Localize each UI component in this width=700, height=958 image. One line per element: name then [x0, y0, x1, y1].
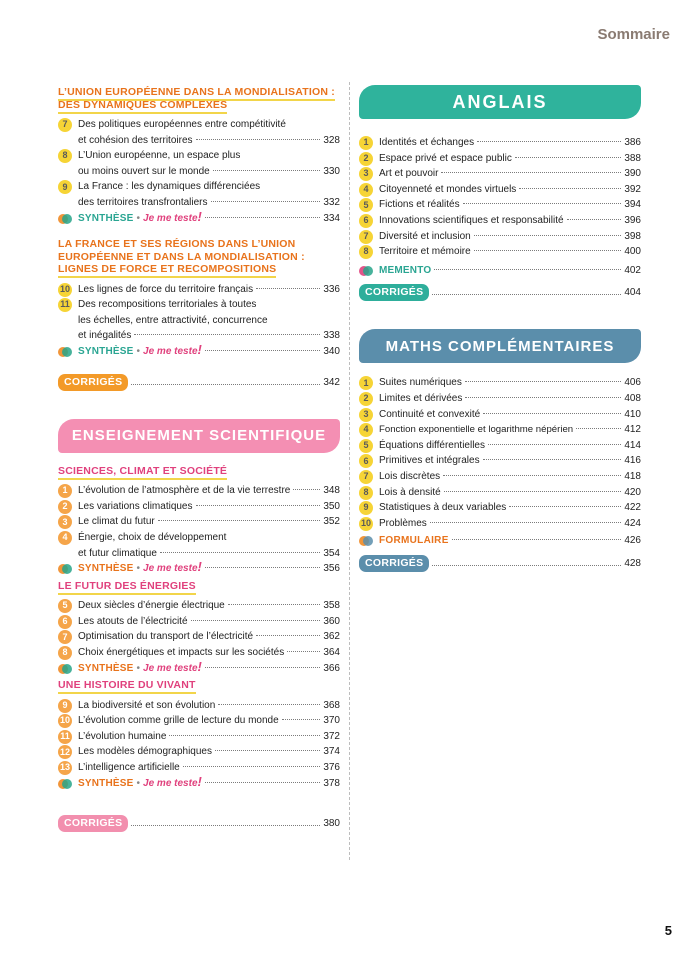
chapter-number-badge: 9 [58, 699, 72, 713]
section-band-anglais: ANGLAIS [359, 85, 641, 119]
chapter-number-badge: 2 [58, 500, 72, 514]
toc-list [58, 117, 340, 226]
section-title-ue: L’UNION EUROPÉENNE DANS LA MONDIALISATION : DES DYNAMIQUES COMPLEXES [58, 86, 340, 111]
corriges-entry[interactable] [359, 284, 641, 301]
chapter-number-badge: 3 [359, 408, 373, 422]
corriges-entry[interactable] [58, 815, 340, 832]
chapter-number-badge: 8 [58, 646, 72, 660]
toc-entry[interactable]: 9 La France : les dynamiques différenciées des territoires transfrontaliers 332 [58, 179, 340, 210]
toc-entry[interactable]: 10 Les lignes de force du territoire français 336 [58, 282, 340, 298]
chapter-number-badge: 2 [359, 152, 373, 166]
left-column [58, 86, 340, 832]
toc-list [359, 375, 641, 549]
column-divider [349, 82, 350, 860]
page-ref: 388 [624, 152, 641, 164]
chapter-number-badge: 10 [58, 283, 72, 297]
page-ref: 368 [323, 699, 340, 711]
chapter-number-badge: 9 [58, 180, 72, 194]
page-ref: 422 [624, 502, 641, 514]
toc-entry[interactable]: 9 Statistiques à deux variables 422 [359, 500, 641, 516]
toc-entry[interactable]: 5 Fictions et réalités 394 [359, 197, 641, 213]
page-ref: 374 [323, 746, 340, 758]
toc-entry[interactable]: 9 La biodiversité et son évolution 368 [58, 698, 340, 714]
page-ref: 402 [624, 264, 641, 276]
page-ref: 356 [323, 563, 340, 575]
chapter-number-badge: 6 [58, 615, 72, 629]
section-band-enseignement-scientifique: ENSEIGNEMENT SCIENTIFIQUE [58, 419, 340, 453]
toc-entry[interactable]: 12 Les modèles démographiques 374 [58, 744, 340, 760]
chapter-number-badge: 4 [359, 183, 373, 197]
chapter-number-badge: 5 [58, 599, 72, 613]
chapter-number-badge: 9 [359, 501, 373, 515]
chapter-number-badge: 6 [359, 454, 373, 468]
page-ref: 350 [323, 500, 340, 512]
toc-entry[interactable]: 5 Équations différentielles 414 [359, 438, 641, 454]
chapter-number-badge: 7 [58, 118, 72, 132]
formulaire-icon [359, 534, 373, 548]
page-ref: 366 [323, 662, 340, 674]
toc-entry[interactable]: 8 Territoire et mémoire 400 [359, 244, 641, 260]
chapter-number-badge: 3 [58, 515, 72, 529]
chapter-number-badge: 7 [58, 630, 72, 644]
page-ref: 360 [323, 615, 340, 627]
chapter-number-badge: 8 [359, 245, 373, 259]
page-ref: 400 [624, 246, 641, 258]
memento-icon [359, 264, 373, 278]
chapter-number-badge: 6 [359, 214, 373, 228]
page-ref: 376 [323, 762, 340, 774]
toc-list [359, 135, 641, 278]
synthese-entry[interactable]: SYNTHÈSE • Je me teste! 356 [58, 561, 340, 577]
chapter-number-badge: 13 [58, 761, 72, 775]
toc-list [58, 698, 340, 792]
toc-entry[interactable]: 11 Des recompositions territoriales à toutes les échelles, entre attractivité, concurrence et inégalités 338 [58, 297, 340, 344]
synthese-icon [58, 662, 72, 676]
chapter-number-badge: 12 [58, 745, 72, 759]
toc-entry[interactable]: 3 Art et pouvoir 390 [359, 166, 641, 182]
chapter-number-badge: 2 [359, 392, 373, 406]
toc-entry[interactable]: 7 Optimisation du transport de l’électricité 362 [58, 629, 340, 645]
toc-list [58, 282, 340, 360]
page-ref: 352 [323, 516, 340, 528]
toc-entry[interactable]: 7 Des politiques européennes entre compétitivité et cohésion des territoires 328 [58, 117, 340, 148]
corriges-pill: CORRIGÉS [58, 374, 128, 391]
chapter-number-badge: 4 [359, 423, 373, 437]
toc-entry[interactable]: 4 Fonction exponentielle et logarithme népérien 412 [359, 422, 641, 438]
page-ref: 372 [323, 730, 340, 742]
chapter-number-badge: 11 [58, 298, 72, 312]
toc-entry[interactable]: 6 Innovations scientifiques et responsabilité 396 [359, 213, 641, 229]
chapter-number-badge: 5 [359, 439, 373, 453]
page-ref: 338 [323, 330, 340, 342]
toc-entry[interactable]: 6 Les atouts de l’électricité 360 [58, 614, 340, 630]
toc-list [58, 598, 340, 676]
toc-entry[interactable]: 6 Primitives et intégrales 416 [359, 453, 641, 469]
toc-entry[interactable]: 8 Lois à densité 420 [359, 485, 641, 501]
section-title-climat: SCIENCES, CLIMAT ET SOCIÉTÉ [58, 465, 340, 478]
page-ref: 412 [624, 424, 641, 436]
corriges-entry[interactable] [58, 374, 340, 391]
corriges-entry[interactable] [359, 555, 641, 572]
synthese-entry[interactable]: SYNTHÈSE • Je me teste! 340 [58, 344, 340, 360]
toc-entry[interactable]: 8 L’Union européenne, un espace plus ou moins ouvert sur le monde 330 [58, 148, 340, 179]
page-ref: 378 [323, 777, 340, 789]
page-ref: 424 [624, 517, 641, 529]
page-ref: 354 [323, 547, 340, 559]
section-band-maths: MATHS COMPLÉMENTAIRES [359, 329, 641, 363]
chapter-number-badge: 7 [359, 230, 373, 244]
chapter-number-badge: 10 [359, 517, 373, 531]
toc-entry[interactable]: 3 Le climat du futur 352 [58, 514, 340, 530]
page-ref: 418 [624, 470, 641, 482]
toc-entry[interactable]: 10 Problèmes 424 [359, 516, 641, 532]
corriges-pill: CORRIGÉS [359, 555, 429, 572]
page-ref: 406 [624, 377, 641, 389]
synthese-entry[interactable]: SYNTHÈSE • Je me teste! 334 [58, 211, 340, 227]
toc-entry[interactable]: 2 Limites et dérivées 408 [359, 391, 641, 407]
chapter-number-badge: 1 [359, 136, 373, 150]
section-title-energies: LE FUTUR DES ÉNERGIES [58, 580, 340, 593]
toc-entry[interactable]: 3 Continuité et convexité 410 [359, 407, 641, 423]
page-ref: 340 [323, 346, 340, 358]
page-ref: 358 [323, 600, 340, 612]
toc-entry[interactable]: 7 Lois discrètes 418 [359, 469, 641, 485]
formulaire-entry[interactable]: FORMULAIRE 426 [359, 533, 641, 549]
page-ref: 364 [323, 646, 340, 658]
page-ref: 428 [624, 557, 641, 569]
synthese-entry[interactable]: SYNTHÈSE • Je me teste! 378 [58, 776, 340, 792]
page-ref: 330 [323, 165, 340, 177]
page-ref: 420 [624, 486, 641, 498]
section-title-france: LA FRANCE ET SES RÉGIONS DANS L’UNION EUROPÉENNE ET DANS LA MONDIALISATION : LIGNES DE FORCE ET RECOMPOSITIONS [58, 238, 340, 276]
page-ref: 398 [624, 230, 641, 242]
chapter-number-badge: 1 [58, 484, 72, 498]
toc-entry[interactable]: 2 Les variations climatiques 350 [58, 499, 340, 515]
memento-entry[interactable]: MEMENTO 402 [359, 263, 641, 279]
chapter-number-badge: 4 [58, 531, 72, 545]
page-ref: 416 [624, 455, 641, 467]
synthese-icon [58, 345, 72, 359]
page-ref: 404 [624, 287, 641, 299]
toc-entry[interactable]: 1 Identités et échanges 386 [359, 135, 641, 151]
chapter-number-badge: 3 [359, 167, 373, 181]
page-header-title: Sommaire [597, 26, 670, 43]
chapter-number-badge: 8 [359, 486, 373, 500]
page-ref: 332 [323, 196, 340, 208]
synthese-icon [58, 777, 72, 791]
synthese-icon [58, 562, 72, 576]
page-ref: 390 [624, 168, 641, 180]
chapter-number-badge: 8 [58, 149, 72, 163]
page-ref: 334 [323, 212, 340, 224]
toc-entry[interactable]: 13 L’intelligence artificielle 376 [58, 760, 340, 776]
corriges-pill: CORRIGÉS [359, 284, 429, 301]
section-title-vivant: UNE HISTOIRE DU VIVANT [58, 679, 340, 692]
toc-entry[interactable]: 5 Deux siècles d’énergie électrique 358 [58, 598, 340, 614]
toc-list [58, 483, 340, 577]
chapter-number-badge: 10 [58, 714, 72, 728]
page-ref: 386 [624, 137, 641, 148]
toc-entry[interactable]: 4 Citoyenneté et mondes virtuels 392 [359, 182, 641, 198]
chapter-number-badge: 7 [359, 470, 373, 484]
page-ref: 396 [624, 214, 641, 226]
toc-entry[interactable]: 7 Diversité et inclusion 398 [359, 229, 641, 245]
page-ref: 394 [624, 199, 641, 211]
page-ref: 362 [323, 631, 340, 643]
page-ref: 370 [323, 715, 340, 727]
chapter-number-badge: 11 [58, 730, 72, 744]
page-ref: 414 [624, 439, 641, 451]
chapter-number-badge: 5 [359, 198, 373, 212]
page-ref: 380 [323, 818, 340, 830]
chapter-number-badge: 1 [359, 376, 373, 390]
toc-entry[interactable]: 1 Suites numériques 406 [359, 375, 641, 391]
page-ref: 336 [323, 283, 340, 295]
toc-entry[interactable]: 8 Choix énergétiques et impacts sur les sociétés 364 [58, 645, 340, 661]
toc-entry[interactable]: 4 Énergie, choix de développement et futur climatique 354 [58, 530, 340, 561]
right-column [359, 86, 641, 572]
synthese-entry[interactable]: SYNTHÈSE • Je me teste! 366 [58, 661, 340, 677]
synthese-icon [58, 212, 72, 226]
corriges-pill: CORRIGÉS [58, 815, 128, 832]
page-ref: 348 [323, 485, 340, 497]
page-number: 5 [664, 923, 672, 938]
page-ref: 426 [624, 535, 641, 547]
toc-entry[interactable]: 10 L’évolution comme grille de lecture du monde 370 [58, 713, 340, 729]
page-ref: 410 [624, 408, 641, 420]
toc-entry[interactable]: 11 L’évolution humaine 372 [58, 729, 340, 745]
toc-entry[interactable]: 2 Espace privé et espace public 388 [359, 151, 641, 167]
page-ref: 342 [323, 376, 340, 388]
toc-entry[interactable]: 1 L’évolution de l’atmosphère et de la vie terrestre 348 [58, 483, 340, 499]
page-ref: 408 [624, 392, 641, 404]
page-ref: 392 [624, 183, 641, 195]
page-ref: 328 [323, 134, 340, 146]
